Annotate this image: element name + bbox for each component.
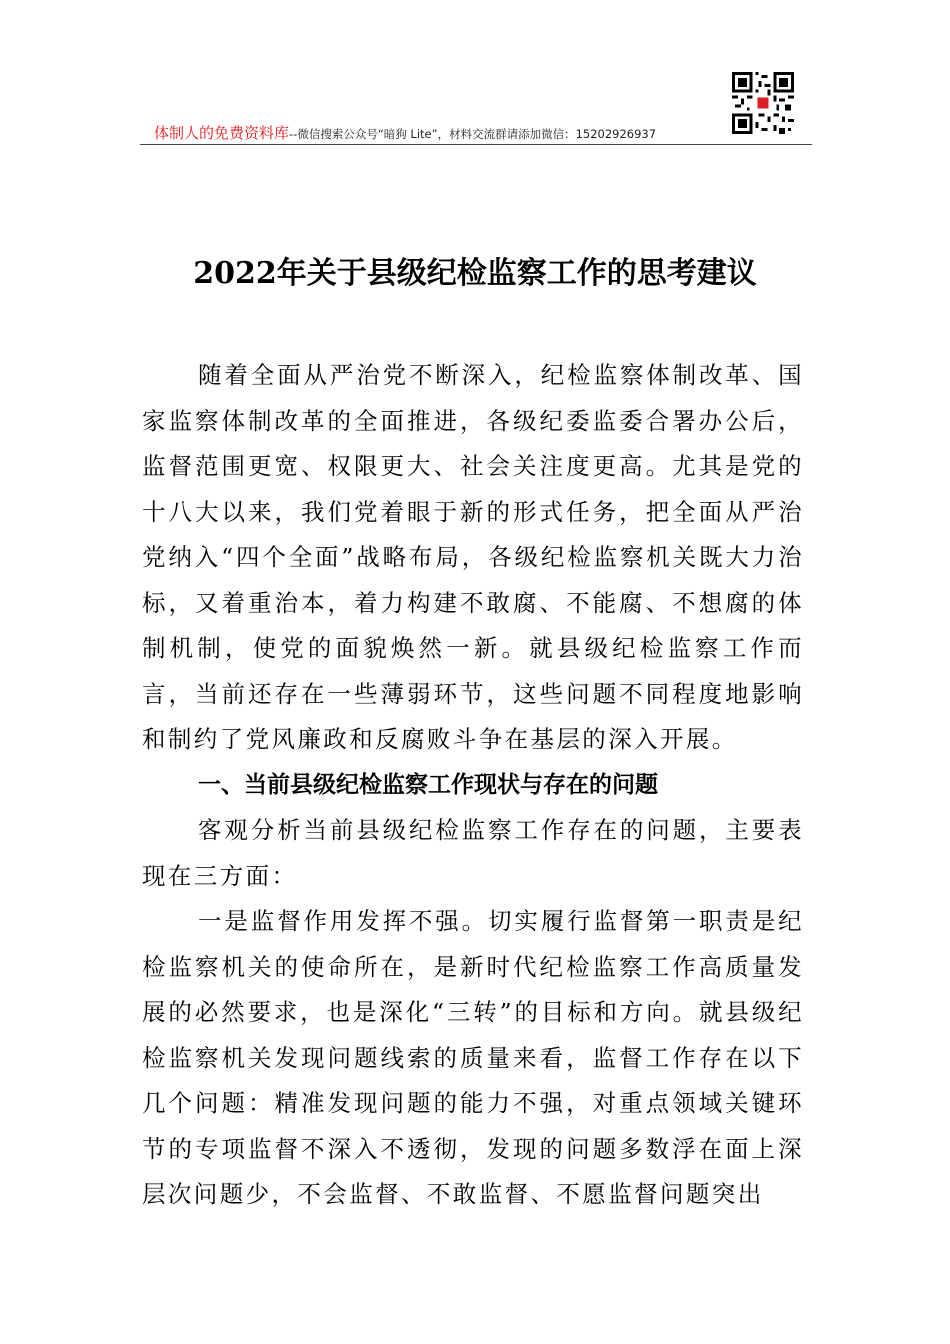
header-rule: [140, 144, 812, 145]
document-body: [142, 353, 804, 1218]
page-header: [140, 70, 812, 146]
qr-code-icon: [732, 72, 794, 134]
section-heading: 一、当前县级纪检监察工作现状与存在的问题: [198, 771, 658, 798]
document-title: 2022年关于县级纪检监察工作的思考建议: [193, 256, 757, 291]
header-line: [154, 122, 656, 143]
paragraph-overview: 客观分析当前县级纪检监察工作存在的问题，主要表现在三方面：: [142, 816, 804, 890]
paragraph-intro: 随着全面从严治党不断深入，纪检监察体制改革、国家监察体制改革的全面推进，各级纪委监委合署办公后，监督范围更宽、权限更大、社会关注度更高。尤其是党的十八大以来，我们党着眼于新的形式任务，把全面从严治党纳入“四个全面”战略布局，各级纪检监察机关既大力治标，又着重治本，着力构建不敢腐、不能腐、不想腐的体制机制，使党的面貌焕然一新。就县级纪检监察工作而言，当前还存在一些薄弱环节，这些问题不同程度地影响和制约了党风廉政和反腐败斗争在基层的深入开展。: [142, 361, 804, 753]
header-info: --微信搜索公众号“暗狗 Lite”，材料交流群请添加微信：15202926937: [289, 127, 657, 141]
paragraph-point-one: 一是监督作用发挥不强。切实履行监督第一职责是纪检监察机关的使命所在，是新时代纪检监察工作高质量发展的必然要求，也是深化“三转”的目标和方向。就县级纪检监察机关发现问题线索的质量来看，监督工作存在以下几个问题：精准发现问题的能力不强，对重点领域关键环节的专项监督不深入不透彻，发现的问题多数浮在面上深层次问题少，不会监督、不敢监督、不愿监督问题突出: [142, 907, 804, 1208]
header-brand: 体制人的免费资料库: [154, 124, 290, 142]
